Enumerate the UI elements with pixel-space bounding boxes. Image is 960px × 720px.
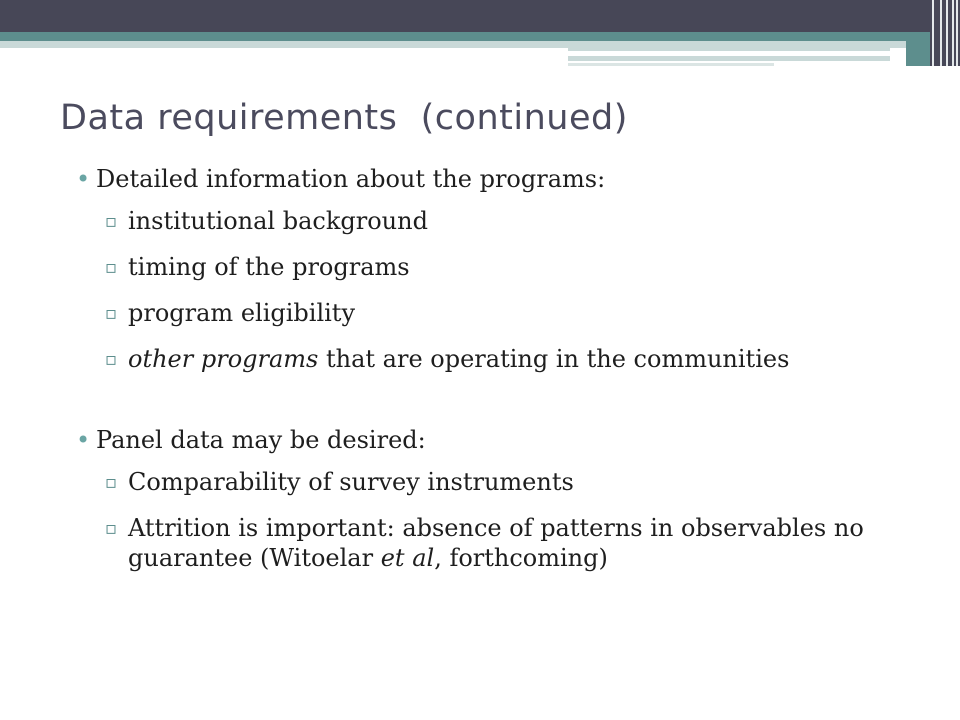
sub-bullet-text: that are operating in the communities [318, 345, 790, 373]
sub-bullet-icon: ▫ [105, 472, 118, 493]
sub-bullet-text: program eligibility [128, 299, 356, 327]
slide-body [76, 164, 936, 589]
sub-bullet-text: Comparability of survey instruments [128, 468, 574, 496]
sub-bullet [76, 344, 936, 374]
sub-bullet [76, 298, 936, 328]
bullet-icon: • [76, 165, 91, 193]
sub-bullet-text: timing of the programs [128, 253, 410, 281]
bullet-icon: • [76, 426, 91, 454]
header-bar [0, 0, 960, 32]
header-accent-line [568, 56, 890, 61]
sub-bullet-icon: ▫ [105, 211, 118, 232]
sub-bullet-icon: ▫ [105, 518, 118, 539]
sub-bullet-text: Attrition is important: absence of patterns in observables no guarantee (Witoelar [128, 514, 864, 572]
sub-bullet [76, 206, 936, 236]
slide-title: Data requirements (continued) [60, 98, 628, 138]
header-pale-strip [0, 41, 930, 48]
bullet-text: Detailed information about the programs: [96, 165, 606, 193]
sub-bullet [76, 467, 936, 497]
emphasis-text: et al [380, 544, 435, 572]
sub-bullet-text: institutional background [128, 207, 428, 235]
header-accent-line [568, 48, 890, 51]
header-edge-decoration [906, 0, 960, 66]
sub-bullet-icon: ▫ [105, 349, 118, 370]
bullet-text: Panel data may be desired: [96, 426, 426, 454]
sub-bullet-icon: ▫ [105, 303, 118, 324]
bullet-programs-info [76, 164, 936, 194]
bullet-panel-data [76, 425, 936, 455]
header-accent-line [568, 63, 774, 66]
sub-bullet-text: , forthcoming) [434, 544, 608, 572]
header-teal-strip [0, 32, 930, 41]
emphasis-text: other programs [128, 345, 319, 373]
sub-bullet [76, 513, 936, 573]
sub-bullet [76, 252, 936, 282]
sub-bullet-icon: ▫ [105, 257, 118, 278]
